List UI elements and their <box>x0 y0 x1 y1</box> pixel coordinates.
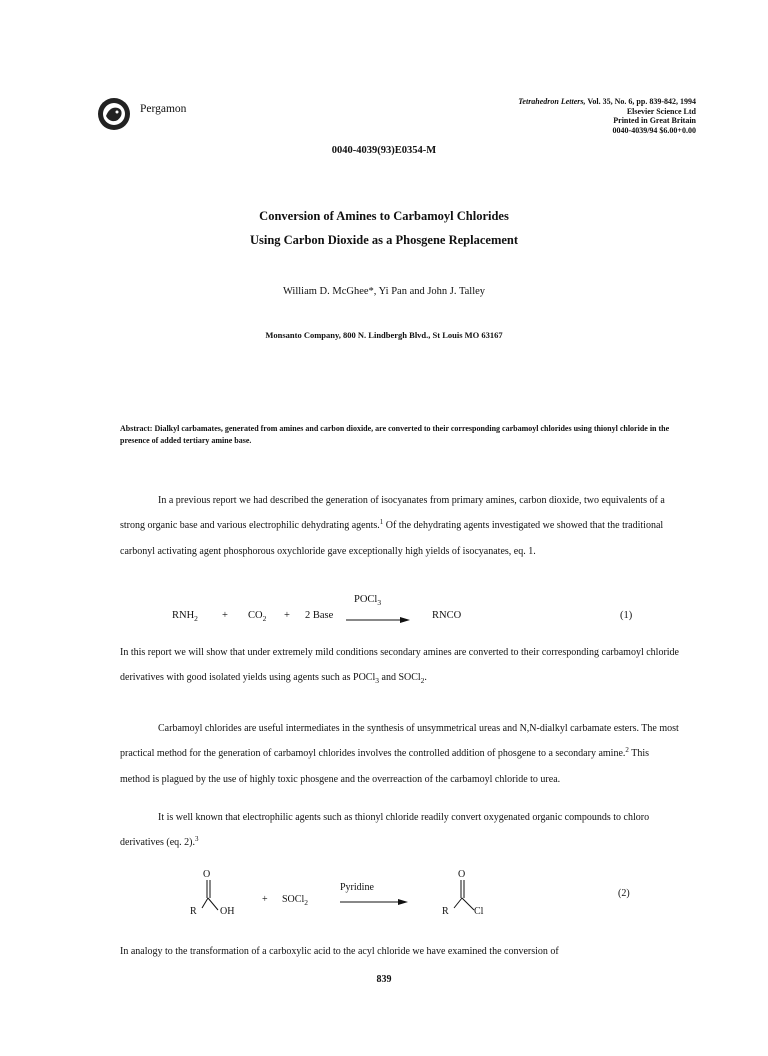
para2-mid: and SOCl <box>379 672 421 684</box>
eq1-plus-1: + <box>222 610 228 621</box>
para2-sub2: 2 <box>420 676 425 686</box>
acid-oh: OH <box>220 906 235 917</box>
acid-r-group: R <box>190 906 197 917</box>
eq1-co2: $CO_2$ <box>248 610 267 624</box>
ref-1: 1 <box>379 518 384 527</box>
chloride-r-group: R <box>442 906 449 917</box>
para3-text2: This method is plagued by the use of highly toxic phosgene and the overreaction of the carbamoyl chloride to urea. <box>120 748 649 785</box>
para2-sub1: 3 <box>375 676 379 686</box>
page-number: 839 <box>376 974 392 985</box>
affiliation: Monsanto Company, 800 N. Lindbergh Blvd., St Louis MO 63167 <box>265 330 503 340</box>
eq2-number: (2) <box>618 888 630 899</box>
paper-title <box>0 204 768 252</box>
title-line-2: Using Carbon Dioxide as a Phosgene Replacement <box>249 233 519 247</box>
abstract <box>120 423 680 447</box>
paragraph-4 <box>120 805 680 856</box>
paragraph-1 <box>120 488 680 564</box>
publisher-line: Elsevier Science Ltd <box>626 106 696 116</box>
equation-2 <box>0 868 768 938</box>
para1-text2: Of the dehydrating agents investigated we showed that the traditional carbonyl activating agent phosphorous oxychloride gave exceptionally high yields of isocyanates, eq. 1. <box>120 520 664 557</box>
eq1-number: (1) <box>620 610 633 621</box>
para2-text: In this report we will show that under extremely mild conditions secondary amines are converted to their corresponding carbamoyl chloride derivatives with good isolated yields using agents such as POCl <box>120 647 679 684</box>
equation-1 <box>0 594 768 634</box>
ref-3: 3 <box>194 835 199 844</box>
chloride-cl: Cl <box>474 906 484 917</box>
paragraph-3 <box>120 716 680 792</box>
para5-text: In analogy to the transformation of a carboxylic acid to the acyl chloride we have examined the conversion of <box>120 946 559 957</box>
para2-end: . <box>424 672 427 684</box>
paragraph-2 <box>120 640 680 694</box>
eq2-plus: + <box>262 894 268 905</box>
para3-text: Carbamoyl chlorides are useful intermediates in the synthesis of unsymmetrical ureas and N,N-dialkyl carbamate esters. The most practical method for the generation of carbamoyl chlorides involves the controlled addition of phosgene to a secondary amine. <box>120 723 679 760</box>
volume-pages: Vol. 35, No. 6, pp. 839-842, 1994 <box>585 97 696 106</box>
eq1-amine: $RNH_2$ <box>172 610 198 624</box>
eq1-arrow <box>346 616 410 624</box>
abstract-text: Dialkyl carbamates, generated from amines and carbon dioxide, are converted to their corresponding carbamoyl chlorides using thionyl chloride in the presence of added tertiary amine base. <box>120 424 670 445</box>
eq1-reagent: POCl$_3$ <box>354 594 382 608</box>
eq1-product: RNCO <box>432 610 462 621</box>
pergamon-logo <box>96 96 132 132</box>
abstract-label: Abstract: <box>120 424 153 433</box>
acyl-chloride-structure <box>432 868 504 938</box>
chloride-oxygen: O <box>458 869 466 880</box>
issn-price: 0040-4039/94 $6.00+0.00 <box>612 125 696 135</box>
paragraph-5 <box>120 939 680 964</box>
carboxylic-acid-structure <box>176 868 248 938</box>
eq1-plus-2: + <box>284 610 290 621</box>
citation-line <box>518 97 696 107</box>
printed-line: Printed in Great Britain <box>613 116 696 125</box>
eq2-reagent: Pyridine <box>340 882 374 893</box>
ref-2: 2 <box>625 746 629 755</box>
journal-name: Tetrahedron Letters, <box>518 97 586 106</box>
eq2-arrow <box>340 898 408 906</box>
eq2-socl2: SOCl$_2$ <box>282 894 308 907</box>
citation-block <box>518 97 696 135</box>
doi: 0040-4039(93)E0354-M <box>331 145 437 156</box>
title-line-1: Conversion of Amines to Carbamoyl Chlorides <box>259 209 509 223</box>
para4-text: It is well known that electrophilic agents such as thionyl chloride readily convert oxygenated organic compounds to chloro derivatives (eq. 2). <box>120 812 650 849</box>
authors: William D. McGhee*, Yi Pan and John J. Talley <box>282 286 486 297</box>
publisher-name: Pergamon <box>140 103 187 115</box>
eq1-base: 2 Base <box>305 610 334 621</box>
acid-oxygen: O <box>203 869 211 880</box>
para1-text: In a previous report we had described the generation of isocyanates from primary amines, carbon dioxide, two equivalents of a strong organic base and various electrophilic dehydrating agents. <box>120 495 665 532</box>
